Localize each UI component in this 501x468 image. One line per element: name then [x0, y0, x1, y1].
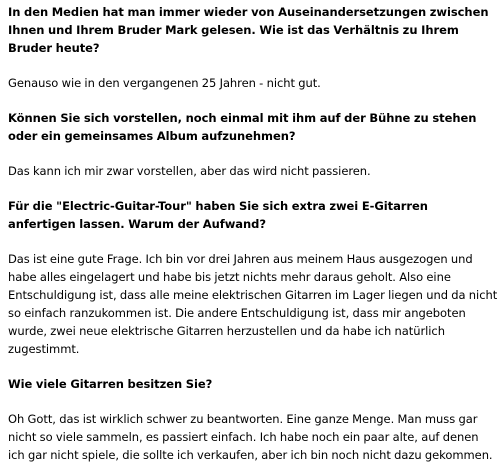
question-2: [8, 109, 498, 145]
question-1-line-3: Bruder heute?: [8, 41, 100, 55]
question-3-line-2: anfertigen lassen. Warum der Aufwand?: [8, 217, 266, 231]
answer-3-line-5: wurde, zwei neue elektrische Gitarren herzustellen und da habe ich natürlich: [8, 324, 445, 338]
answer-4: [8, 410, 498, 464]
answer-3-line-2: habe alles eingelagert und habe bis jetzt nichts mehr daraus geholt. Also eine: [8, 270, 451, 284]
answer-3: [8, 250, 498, 358]
question-2-line-1: Können Sie sich vorstellen, noch einmal mit ihm auf der Bühne zu stehen: [8, 111, 477, 125]
question-1-line-1: In den Medien hat man immer wieder von Auseinandersetzungen zwischen: [8, 5, 489, 19]
question-2-line-2: oder ein gemeinsames Album aufzunehmen?: [8, 129, 296, 143]
question-1-line-2: Ihnen und Ihrem Bruder Mark gelesen. Wie ist das Verhältnis zu Ihrem: [8, 23, 459, 37]
question-4: [8, 375, 498, 393]
question-4-line-1: Wie viele Gitarren besitzen Sie?: [8, 377, 213, 391]
answer-3-line-3: Entschuldigung ist, dass alle meine elektrischen Gitarren im Lager liegen und da nicht: [8, 288, 498, 302]
answer-3-line-4: so einfach ranzukommen ist. Die andere Entschuldigung ist, dass mir angeboten: [8, 306, 466, 320]
answer-3-line-1: Das ist eine gute Frage. Ich bin vor drei Jahren aus meinem Haus ausgezogen und: [8, 252, 473, 266]
question-3-line-1: Für die "Electric-Guitar-Tour" haben Sie sich extra zwei E-Gitarren: [8, 199, 428, 213]
answer-2-line-1: Das kann ich mir zwar vorstellen, aber das wird nicht passieren.: [8, 164, 371, 178]
answer-4-line-1: Oh Gott, das ist wirklich schwer zu beantworten. Eine ganze Menge. Man muss gar: [8, 412, 478, 426]
answer-1: [8, 74, 498, 92]
question-3: [8, 197, 498, 233]
interview-article: [8, 3, 498, 464]
answer-4-line-3: ich gar nicht spiele, die sollte ich verkaufen, aber ich bin noch nicht dazu gekommen.: [8, 448, 493, 462]
answer-1-line-1: Genauso wie in den vergangenen 25 Jahren - nicht gut.: [8, 76, 321, 90]
question-1: [8, 3, 498, 57]
answer-3-line-6: zugestimmt.: [8, 342, 80, 356]
answer-4-line-2: nicht so viele sammeln, es passiert einfach. Ich habe noch ein paar alte, auf denen: [8, 430, 479, 444]
answer-2: [8, 162, 498, 180]
